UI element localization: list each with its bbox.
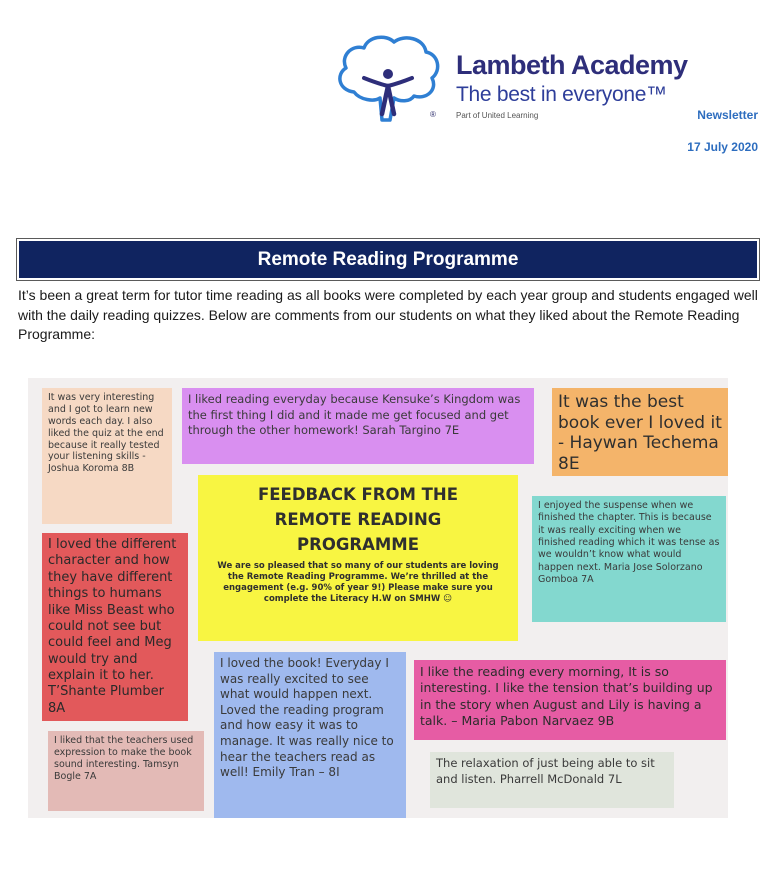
feedback-box bbox=[198, 475, 518, 641]
comment-card: The relaxation of just being able to sit and listen. Pharrell McDonald 7L bbox=[430, 752, 674, 808]
section-title: Remote Reading Programme bbox=[19, 241, 757, 278]
comment-card: I like the reading every morning, It is so interesting. I like the tension that’s building up in the story when August and Lily is having a talk. – Maria Pabon Narvaez 9B bbox=[414, 660, 726, 740]
tree-logo-icon bbox=[334, 30, 444, 122]
feedback-collage bbox=[28, 378, 728, 818]
comment-card: I enjoyed the suspense when we finished the chapter. This is because it was really exciting when we finished reading which it was tense as we wouldn’t know what would happen next. Maria Jose Solorzano Gomboa 7A bbox=[532, 496, 726, 622]
school-sub-line: Part of United Learning bbox=[456, 111, 539, 120]
newsletter-date: 17 July 2020 bbox=[687, 140, 758, 154]
comment-card: I liked reading everyday because Kensuke’s Kingdom was the first thing I did and it made me get focused and get through the other homework! Sarah Targino 7E bbox=[182, 388, 534, 464]
school-name: Lambeth Academy bbox=[456, 50, 688, 80]
school-tagline: The best in everyone™ bbox=[456, 83, 667, 106]
section-intro: It’s been a great term for tutor time reading as all books were completed by each year group and students engaged well with the daily reading quizzes. Below are comments from our students on what they liked about the Remote Reading Programme: bbox=[18, 287, 758, 342]
school-logo bbox=[334, 30, 688, 130]
comment-card: I loved the different character and how they have different things to humans like Miss Beast who could not see but could feel and Meg would try and explain it to her. T’Shante Plumber 8A bbox=[42, 533, 188, 721]
feedback-title: FEEDBACK FROM THE REMOTE READING PROGRAMME bbox=[258, 485, 458, 554]
newsletter-label: Newsletter bbox=[697, 108, 758, 122]
comment-card: I loved the book! Everyday I was really excited to see what would happen next. Loved the reading program and how easy it was to manage. It was really nice to hear the teachers read as well! Emily Tran – 8I bbox=[214, 652, 406, 818]
registered-mark: ® bbox=[430, 110, 436, 119]
feedback-message: We are so pleased that so many of our students are loving the Remote Reading Programme. We’re thrilled at the engagement (e.g. 90% of year 9!) Please make sure you complete the Literacy H.W on SMHW ☺ bbox=[217, 561, 499, 605]
section-banner bbox=[16, 238, 760, 281]
comment-card: It was the best book ever I loved it - Haywan Techema 8E bbox=[552, 388, 728, 476]
comment-card: I liked that the teachers used expression to make the book sound interesting. Tamsyn Bogle 7A bbox=[48, 731, 204, 811]
comment-card: It was very interesting and I got to learn new words each day. I also liked the quiz at the end because it really tested your listening skills - Joshua Koroma 8B bbox=[42, 388, 172, 524]
